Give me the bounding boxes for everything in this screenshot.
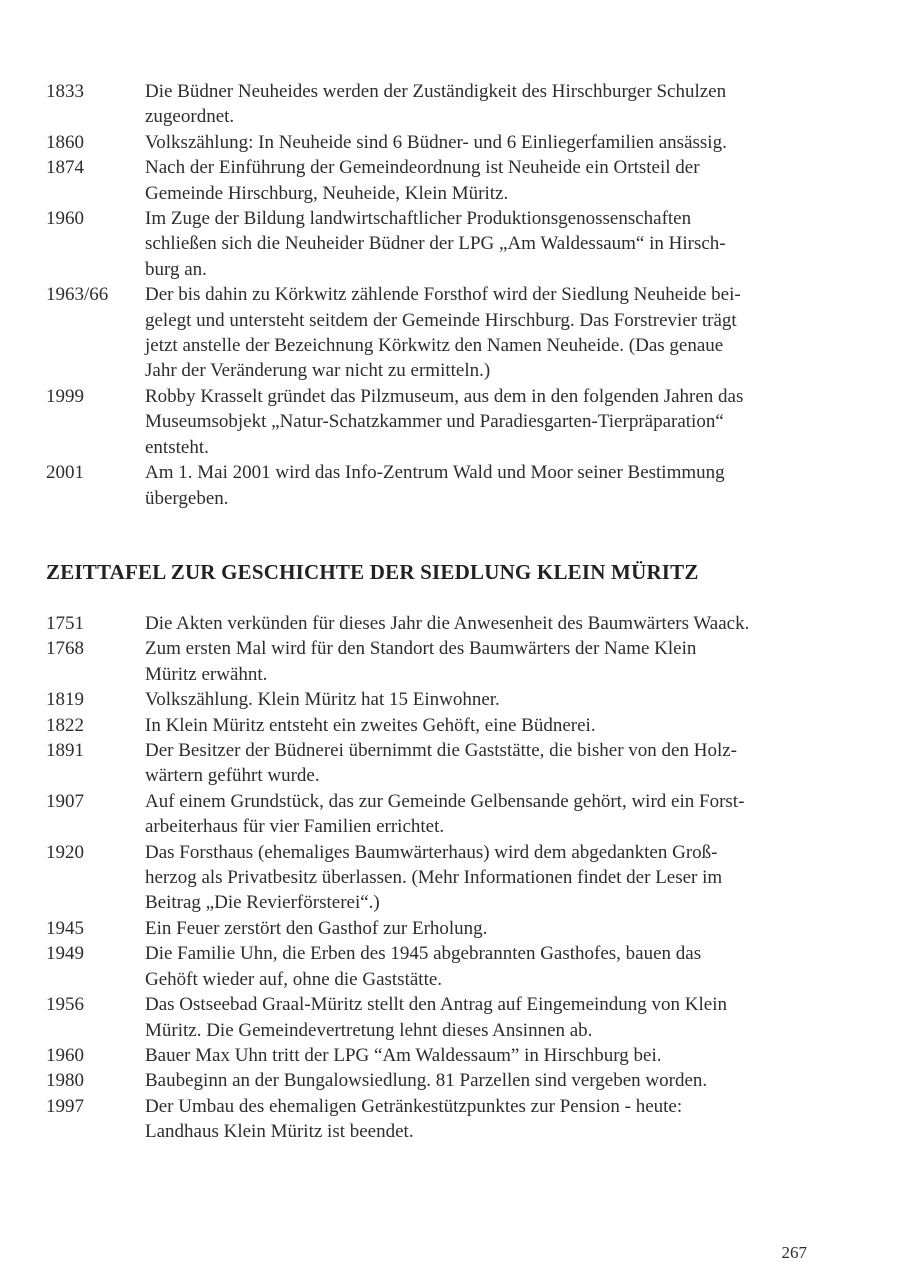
entry-year: 1907	[46, 790, 84, 812]
entry-text	[145, 79, 786, 130]
entry-text-line: Ein Feuer zerstört den Gasthof zur Erholung.	[145, 917, 488, 939]
entry-text-line: Das Forsthaus (ehemaliges Baumwärterhaus) wird dem abgedankten Groß-	[145, 841, 718, 863]
entry-text-line: Der Besitzer der Büdnerei übernimmt die Gaststätte, die bisher von den Holz-	[145, 740, 737, 762]
timeline-entry	[46, 941, 786, 992]
entry-year: 1819	[46, 689, 84, 711]
entry-year: 1997	[46, 1095, 84, 1117]
entry-text-line: Bauer Max Uhn tritt der LPG “Am Waldessaum” in Hirschburg bei.	[145, 1044, 662, 1066]
entry-text-line: herzog als Privatbesitz überlassen. (Mehr Informationen findet der Leser im	[145, 867, 723, 889]
timeline-entry	[46, 992, 786, 1043]
entry-text-line: übergeben.	[145, 487, 229, 509]
timeline-entry	[46, 1043, 786, 1068]
entry-text	[145, 687, 786, 712]
entry-text-line: Beitrag „Die Revierförsterei“.)	[145, 892, 380, 914]
entry-text	[145, 1094, 786, 1145]
entry-text-line: zugeordnet.	[145, 106, 235, 128]
entry-year: 1999	[46, 385, 84, 407]
entry-year: 1945	[46, 917, 84, 939]
timeline-entry	[46, 1068, 786, 1093]
entry-year: 1956	[46, 994, 84, 1016]
entry-text-line: Die Büdner Neuheides werden der Zuständigkeit des Hirschburger Schulzen	[145, 81, 727, 102]
entry-text-line: Die Familie Uhn, die Erben des 1945 abgebrannten Gasthofes, bauen das	[145, 943, 702, 965]
timeline-entry	[46, 155, 786, 206]
timeline-entry	[46, 206, 786, 282]
entry-year: 1980	[46, 1070, 84, 1092]
entry-text	[145, 282, 786, 384]
entry-year: 1949	[46, 943, 84, 965]
entry-text-line: Der bis dahin zu Körkwitz zählende Forsthof wird der Siedlung Neuheide bei-	[145, 284, 741, 306]
entry-text	[145, 206, 786, 282]
timeline-entry	[46, 840, 786, 916]
entry-text-line: Gehöft wieder auf, ohne die Gaststätte.	[145, 968, 443, 990]
timeline-entry	[46, 1094, 786, 1145]
entry-text-line: Das Ostseebad Graal-Müritz stellt den Antrag auf Eingemeindung von Klein	[145, 994, 727, 1016]
entry-year: 1860	[46, 131, 84, 153]
section-heading: ZEITTAFEL ZUR GESCHICHTE DER SIEDLUNG KLEIN MÜRITZ	[46, 560, 699, 584]
entry-text-line: Landhaus Klein Müritz ist beendet.	[145, 1121, 414, 1143]
timeline-entry	[46, 916, 786, 941]
entry-year: 1960	[46, 1044, 84, 1066]
timeline-entry	[46, 713, 786, 738]
entry-text-line: Am 1. Mai 2001 wird das Info-Zentrum Wald und Moor seiner Bestimmung	[145, 462, 725, 484]
entry-text	[145, 992, 786, 1043]
entry-text-line: schließen sich die Neuheider Büdner der LPG „Am Waldessaum“ in Hirsch-	[145, 233, 726, 255]
entry-text-line: Jahr der Veränderung war nicht zu ermitteln.)	[145, 360, 491, 382]
entry-year: 1822	[46, 714, 84, 736]
entry-year: 1960	[46, 208, 84, 230]
entry-text	[145, 713, 786, 738]
timeline-entry	[46, 611, 786, 636]
entry-text-line: Volkszählung. Klein Müritz hat 15 Einwohner.	[145, 689, 500, 711]
timeline-entry	[46, 384, 786, 460]
entry-text	[145, 1068, 786, 1093]
entry-text-line: wärtern geführt wurde.	[145, 765, 320, 787]
timeline-entry	[46, 79, 786, 130]
entry-text-line: Gemeinde Hirschburg, Neuheide, Klein Müritz.	[145, 182, 509, 204]
entry-year: 1768	[46, 638, 84, 660]
timeline-entry	[46, 687, 786, 712]
entry-text	[145, 1043, 786, 1068]
entry-year: 1891	[46, 740, 84, 762]
entry-text-line: Museumsobjekt „Natur-Schatzkammer und Paradiesgarten-Tierpräparation“	[145, 411, 724, 433]
entry-text-line: Zum ersten Mal wird für den Standort des Baumwärters der Name Klein	[145, 638, 697, 660]
entry-text-line: Baubeginn an der Bungalowsiedlung. 81 Parzellen sind vergeben worden.	[145, 1070, 708, 1092]
klein-mueritz-timeline	[46, 611, 786, 1145]
entry-text-line: jetzt anstelle der Bezeichnung Körkwitz den Namen Neuheide. (Das genaue	[145, 335, 724, 357]
entry-text-line: Auf einem Grundstück, das zur Gemeinde Gelbensande gehört, wird ein Forst-	[145, 790, 745, 812]
timeline-entry	[46, 738, 786, 789]
entry-text-line: gelegt und untersteht seitdem der Gemeinde Hirschburg. Das Forstrevier trägt	[145, 309, 737, 331]
entry-text	[145, 941, 786, 992]
entry-text	[145, 840, 786, 916]
timeline-entry	[46, 460, 786, 511]
entry-text-line: entsteht.	[145, 436, 209, 458]
entry-text	[145, 738, 786, 789]
entry-text-line: In Klein Müritz entsteht ein zweites Gehöft, eine Büdnerei.	[145, 714, 596, 736]
entry-text	[145, 611, 786, 636]
entry-year: 1874	[46, 157, 84, 179]
timeline-entry	[46, 282, 786, 384]
entry-text-line: Müritz erwähnt.	[145, 663, 268, 685]
entry-text	[145, 460, 786, 511]
entry-year: 1833	[46, 81, 84, 102]
timeline-entry	[46, 789, 786, 840]
neuheide-timeline	[46, 79, 786, 511]
entry-text-line: burg an.	[145, 258, 207, 280]
entry-text-line: Nach der Einführung der Gemeindeordnung ist Neuheide ein Ortsteil der	[145, 157, 700, 179]
entry-year: 2001	[46, 462, 84, 484]
entry-text-line: Robby Krasselt gründet das Pilzmuseum, aus dem in den folgenden Jahren das	[145, 385, 744, 407]
entry-text-line: arbeiterhaus für vier Familien errichtet.	[145, 816, 445, 838]
entry-text-line: Volkszählung: In Neuheide sind 6 Büdner- und 6 Einliegerfamilien ansässig.	[145, 131, 727, 153]
entry-text-line: Die Akten verkünden für dieses Jahr die Anwesenheit des Baumwärters Waack.	[145, 613, 750, 634]
entry-text-line: Im Zuge der Bildung landwirtschaftlicher Produktionsgenossenschaften	[145, 208, 692, 230]
entry-text-line: Müritz. Die Gemeindevertretung lehnt dieses Ansinnen ab.	[145, 1019, 593, 1041]
entry-text	[145, 789, 786, 840]
entry-text	[145, 636, 786, 687]
entry-text-line: Der Umbau des ehemaligen Getränkestützpunktes zur Pension - heute:	[145, 1095, 683, 1117]
timeline-entry	[46, 130, 786, 155]
page-number: 267	[781, 1243, 807, 1262]
entry-text	[145, 384, 786, 460]
entry-year: 1920	[46, 841, 84, 863]
entry-year: 1751	[46, 613, 84, 634]
timeline-entry	[46, 636, 786, 687]
entry-text	[145, 916, 786, 941]
entry-text	[145, 130, 786, 155]
entry-text	[145, 155, 786, 206]
entry-year: 1963/66	[46, 284, 109, 306]
